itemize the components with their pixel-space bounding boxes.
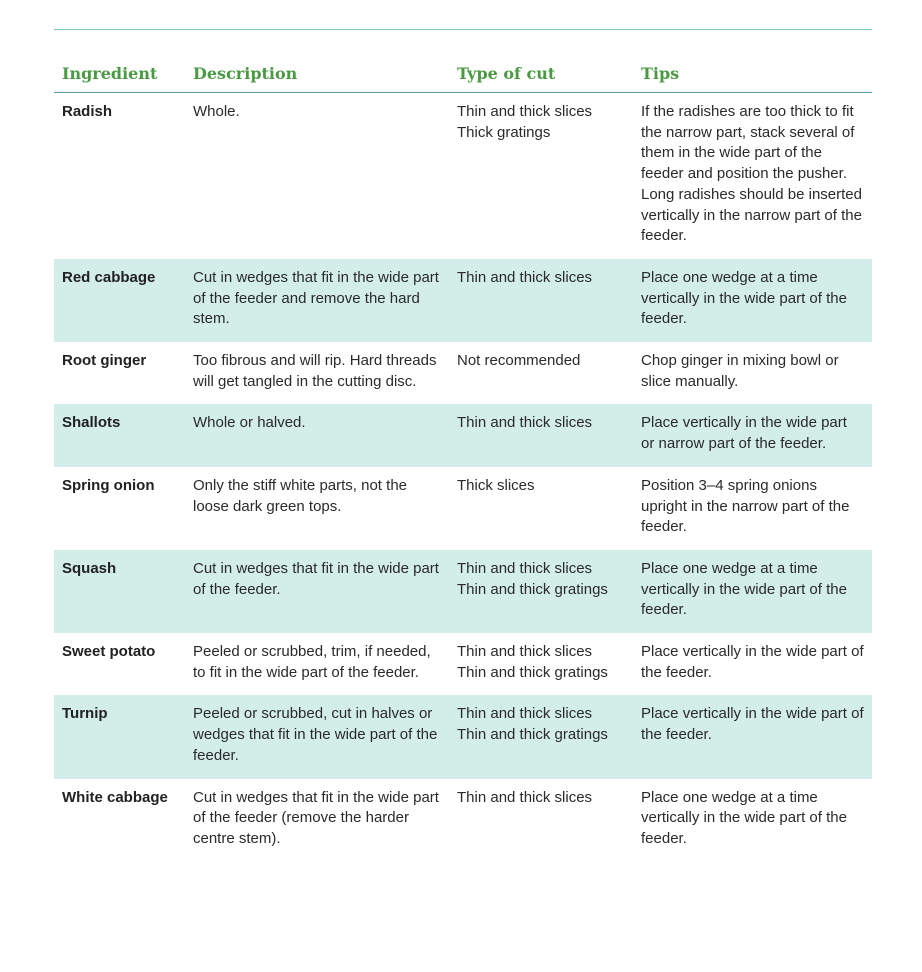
cell-tips: If the radishes are too thick to fit the narrow part, stack several of them in the wide part of the feeder and position the pusher. Long radishes should be inserted vertically in the narrow part of the feeder. <box>641 103 862 245</box>
cell-cut <box>449 779 633 862</box>
cut-line: Thin and thick slices <box>457 268 593 286</box>
ingredient-table <box>54 58 872 862</box>
header-tips: Tips <box>633 58 872 93</box>
cell-tips: Place one wedge at a time vertically in the wide part of the feeder. <box>641 788 847 847</box>
cell-tips: Place vertically in the wide part of the feeder. <box>641 643 864 681</box>
table-row <box>54 404 872 466</box>
cell-description: Cut in wedges that fit in the wide part of the feeder. <box>185 550 449 633</box>
cut-line: Thin and thick slices <box>457 414 593 432</box>
table-row <box>54 467 872 550</box>
cell-tips: Chop ginger in mixing bowl or slice manually. <box>641 352 839 390</box>
cell-cut <box>449 467 633 550</box>
cell-tips: Place vertically in the wide part or narrow part of the feeder. <box>633 404 872 466</box>
cut-line: Thin and thick slices <box>457 103 593 120</box>
table-row <box>54 259 872 342</box>
cell-tips: Place vertically in the wide part of the feeder. <box>633 695 872 778</box>
cell-description: Too fibrous and will rip. Hard threads will get tangled in the cutting disc. <box>193 352 437 390</box>
cell-ingredient: White cabbage <box>62 788 168 806</box>
header-description: Description <box>185 58 449 93</box>
cell-tips: Place one wedge at a time vertically in the wide part of the feeder. <box>633 550 872 633</box>
top-rule <box>54 29 872 30</box>
cell-tips: Place one wedge at a time vertically in the wide part of the feeder. <box>633 259 872 342</box>
cell-ingredient: Radish <box>62 103 113 120</box>
cut-line: Thin and thick slices <box>457 705 593 723</box>
cell-ingredient: Squash <box>54 550 185 633</box>
cut-line: Thin and thick slices <box>457 788 593 806</box>
cell-cut <box>449 259 633 342</box>
cell-ingredient: Turnip <box>54 695 185 778</box>
table-row <box>54 779 872 862</box>
table-row <box>54 342 872 404</box>
cell-ingredient: Sweet potato <box>62 643 156 661</box>
cut-line: Not recommended <box>457 352 581 370</box>
cut-line: Thin and thick slices <box>457 643 593 661</box>
cut-line: Thick slices <box>457 476 535 494</box>
cell-description: Only the stiff white parts, not the loose dark green tops. <box>193 476 407 515</box>
cell-description: Whole or halved. <box>185 404 449 466</box>
cell-tips: Position 3–4 spring onions upright in the narrow part of the feeder. <box>641 476 850 536</box>
cell-description: Whole. <box>193 103 240 120</box>
cut-line: Thin and thick slices <box>457 559 593 577</box>
cell-ingredient: Red cabbage <box>54 259 185 342</box>
cell-cut <box>449 404 633 466</box>
cell-description: Peeled or scrubbed, cut in halves or wedges that fit in the wide part of the feeder. <box>185 695 449 778</box>
cell-description: Peeled or scrubbed, trim, if needed, to fit in the wide part of the feeder. <box>193 643 431 681</box>
header-ingredient: Ingredient <box>54 58 185 93</box>
cell-cut <box>449 633 633 695</box>
cut-line: Thin and thick gratings <box>457 726 608 744</box>
cell-ingredient: Spring onion <box>62 476 155 494</box>
cell-ingredient: Shallots <box>54 404 185 466</box>
cut-line: Thick gratings <box>457 123 551 141</box>
cell-ingredient: Root ginger <box>62 352 147 370</box>
table-row <box>54 550 872 633</box>
cell-cut <box>449 695 633 778</box>
cell-cut <box>449 93 633 259</box>
cell-cut <box>449 342 633 404</box>
header-cut: Type of cut <box>449 58 633 93</box>
cell-description: Cut in wedges that fit in the wide part of the feeder (remove the harder centre stem). <box>193 788 439 847</box>
table-row <box>54 695 872 778</box>
table-row <box>54 633 872 695</box>
cut-line: Thin and thick gratings <box>457 580 608 598</box>
cell-description: Cut in wedges that fit in the wide part of the feeder and remove the hard stem. <box>185 259 449 342</box>
cut-line: Thin and thick gratings <box>457 663 608 681</box>
cell-cut <box>449 550 633 633</box>
header-row <box>54 58 872 93</box>
table-row <box>54 93 872 259</box>
